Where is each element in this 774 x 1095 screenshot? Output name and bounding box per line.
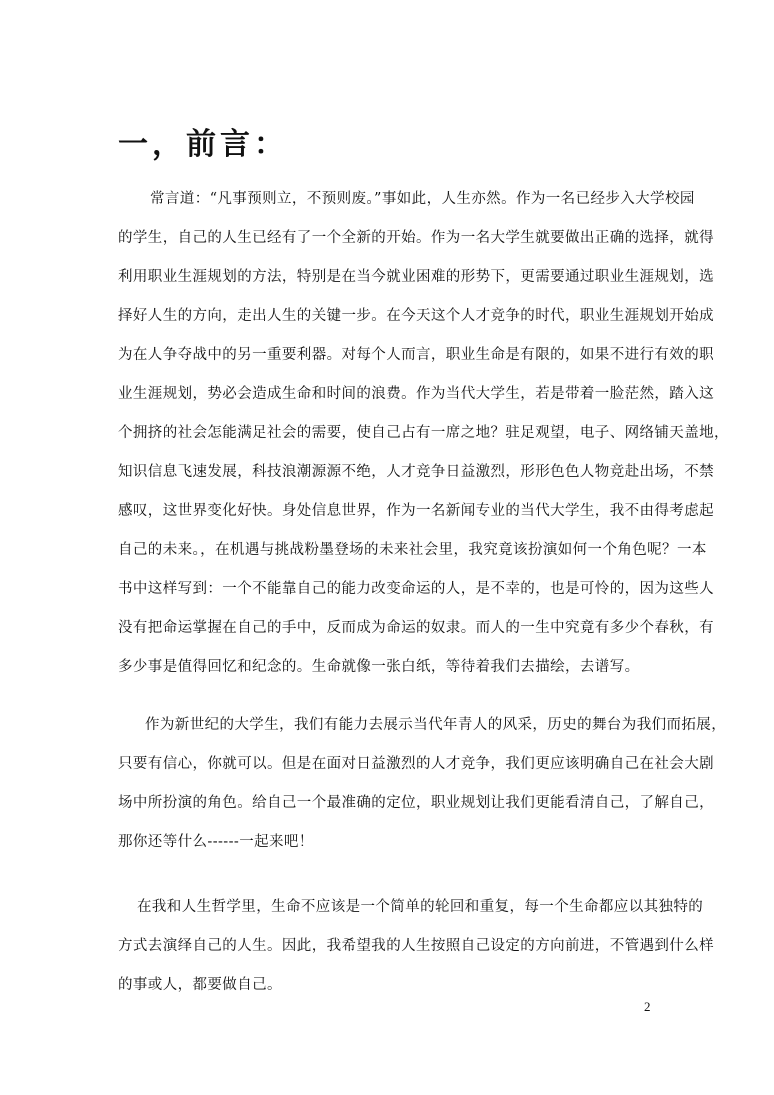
paragraph-2-line: 场中所扮演的角色。给自己一个最准确的定位，职业规划让我们更能看清自己，了解自己， xyxy=(118,795,714,811)
paragraph-2-line: 那你还等什么------一起来吧！ xyxy=(118,834,314,850)
page-number: 2 xyxy=(644,999,651,1014)
paragraph-1-line: 为在人争夺战中的另一重要利器。对每个人而言，职业生命是有限的，如果不进行有效的职 xyxy=(118,347,714,363)
paragraph-1-line: 书中这样写到：一个不能靠自己的能力改变命运的人，是不幸的，也是可怜的，因为这些人 xyxy=(118,581,714,597)
paragraph-1-line: 感叹，这世界变化好快。身处信息世界，作为一名新闻专业的当代大学生，我不由得考虑起 xyxy=(118,503,714,519)
paragraph-3-line: 的事或人，都要做自己。 xyxy=(118,977,282,993)
paragraph-1-line: 多少事是值得回忆和纪念的。生命就像一张白纸，等待着我们去描绘，去谱写。 xyxy=(118,659,640,675)
paragraph-1-line: 没有把命运掌握在自己的手中，反而成为命运的奴隶。而人的一生中究竟有多少个春秋，有 xyxy=(118,620,714,636)
paragraph-1-line: 常言道：“凡事预则立，不预则废。”事如此，人生亦然。作为一名已经步入大学校园 xyxy=(150,191,695,207)
paragraph-1-line: 知识信息飞速发展，科技浪潮源源不绝，人才竞争日益激烈，形形色色人物竞赴出场，不禁 xyxy=(118,464,714,480)
paragraph-2-line: 只要有信心，你就可以。但是在面对日益激烈的人才竞争，我们更应该明确自己在社会大剧 xyxy=(118,756,714,772)
paragraph-1-line: 自己的未来。，在机遇与挑战粉墨登场的未来社会里，我究竟该扮演如何一个角色呢？一本 xyxy=(118,542,707,558)
paragraph-3-line: 方式去演绎自己的人生。因此，我希望我的人生按照自己设定的方向前进，不管遇到什么样 xyxy=(118,938,714,954)
section-heading: 一，前言： xyxy=(118,127,288,162)
paragraph-3-line: 在我和人生哲学里，生命不应该是一个简单的轮回和重复，每一个生命都应以其独特的 xyxy=(137,899,704,915)
paragraph-1-line: 业生涯规划，势必会造成生命和时间的浪费。作为当代大学生，若是带着一脸茫然，踏入这 xyxy=(118,386,714,402)
paragraph-1-line: 的学生，自己的人生已经有了一个全新的开始。作为一名大学生就要做出正确的选择，就得 xyxy=(118,230,714,246)
paragraph-2-line: 作为新世纪的大学生，我们有能力去展示当代年青人的风采，历史的舞台为我们而拓展， xyxy=(145,717,727,733)
paragraph-1-line: 择好人生的方向，走出人生的关键一步。在今天这个人才竞争的时代，职业生涯规划开始成 xyxy=(118,308,714,324)
paragraph-1-line: 个拥挤的社会怎能满足社会的需要，使自己占有一席之地？驻足观望，电子、网络铺天盖地， xyxy=(118,425,729,441)
paragraph-1-line: 利用职业生涯规划的方法，特别是在当今就业困难的形势下，更需要通过职业生涯规划，选 xyxy=(118,269,714,285)
